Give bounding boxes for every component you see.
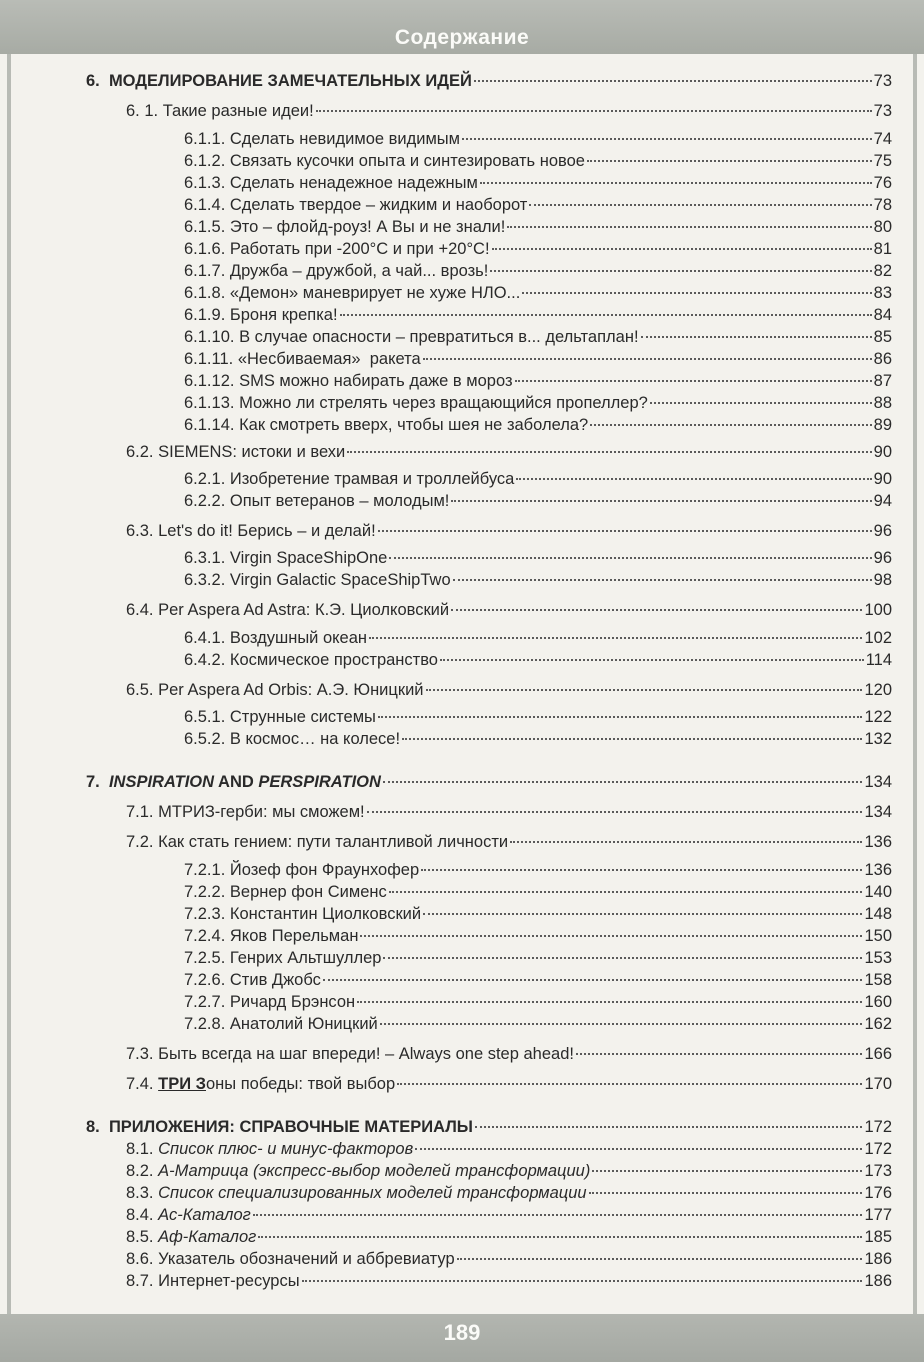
- entry-page: 170: [864, 1075, 892, 1093]
- dot-leader: [641, 336, 872, 338]
- entry-number: 6.4.2.: [184, 651, 226, 669]
- dot-leader: [415, 1148, 862, 1150]
- toc-entry-8-6[interactable]: [126, 1248, 892, 1270]
- entry-number: 7.2.3.: [184, 905, 226, 923]
- entry-number: 6.1.8.: [184, 284, 226, 302]
- dot-leader: [451, 609, 862, 611]
- toc-entry-6-4-1[interactable]: [184, 627, 892, 649]
- entry-number: 8.6.: [126, 1250, 154, 1268]
- entry-title: В случае опасности – превратиться в... дельтаплан!: [239, 328, 639, 346]
- entry-page: 80: [873, 218, 892, 236]
- dot-leader: [421, 869, 862, 871]
- entry-number: 6.1.14.: [184, 416, 235, 434]
- entry-title: Работать при -200°С и при +20°С!: [229, 240, 490, 258]
- entry-page: 73: [873, 102, 892, 120]
- page-number: 189: [443, 1320, 481, 1345]
- toc-entry-chapter-7[interactable]: [86, 771, 892, 793]
- entry-title: Per Aspera Ad Astra: К.Э. Циолковский: [158, 601, 450, 619]
- dot-leader: [529, 204, 871, 206]
- entry-page: 136: [864, 833, 892, 851]
- entry-title: Let's do it! Берись – и делай!: [158, 522, 376, 540]
- entry-page: 96: [873, 549, 892, 567]
- dot-leader: [340, 314, 872, 316]
- entry-title: Сделать ненадежное надежным: [229, 174, 478, 192]
- entry-number: 6.4.: [126, 601, 154, 619]
- entry-number: 7.2.8.: [184, 1015, 226, 1033]
- entry-page: 160: [864, 993, 892, 1011]
- entry-page: 136: [864, 861, 892, 879]
- entry-title: Воздушный океан: [229, 629, 368, 647]
- toc-entry-chapter-8[interactable]: [86, 1116, 892, 1138]
- entry-page: 86: [873, 350, 892, 368]
- entry-page: 85: [873, 328, 892, 346]
- toc-entry-8-1[interactable]: [126, 1138, 892, 1160]
- toc-entry-6-1-9[interactable]: [184, 304, 892, 326]
- entry-page: 82: [873, 262, 892, 280]
- toc-entry-8-3[interactable]: [126, 1182, 892, 1204]
- dot-leader: [316, 110, 872, 112]
- toc-entry-7-4[interactable]: [126, 1073, 892, 1095]
- entry-title: Константин Циолковский: [229, 905, 422, 923]
- toc-entry-6-2-2[interactable]: [184, 490, 892, 512]
- entry-number: 6.1.1.: [184, 130, 226, 148]
- entry-page: 185: [864, 1228, 892, 1246]
- entry-title: Броня крепка!: [229, 306, 338, 324]
- toc-entry-6-1-8[interactable]: [184, 282, 892, 304]
- entry-page: 90: [873, 443, 892, 461]
- toc-entry-6-1-14[interactable]: [184, 414, 892, 436]
- entry-number: 6.1.4.: [184, 196, 226, 214]
- entry-number: 6.1.11.: [184, 350, 234, 368]
- entry-title: Генрих Альтшуллер: [229, 949, 382, 967]
- entry-page: 132: [864, 730, 892, 748]
- entry-number: 7.2.5.: [184, 949, 226, 967]
- entry-page: 166: [864, 1045, 892, 1063]
- entry-title: Такие разные идеи!: [162, 102, 314, 120]
- entry-page: 177: [864, 1206, 892, 1224]
- entry-title: Изобретение трамвая и троллейбуса: [229, 470, 515, 488]
- entry-title-part-and: AND: [214, 773, 259, 791]
- toc-entry-6-1-11[interactable]: [184, 348, 892, 370]
- entry-number: 8.3.: [126, 1184, 154, 1202]
- dot-leader: [589, 1192, 863, 1194]
- entry-page: 120: [864, 681, 892, 699]
- toc-entry-7-2-6[interactable]: [184, 969, 892, 991]
- toc-entry-6-1-1[interactable]: [184, 128, 892, 150]
- entry-title: Virgin SpaceShipOne: [229, 549, 388, 567]
- entry-number: 7.2.7.: [184, 993, 226, 1011]
- entry-title: Можно ли стрелять через вращающийся пропеллер?: [239, 394, 648, 412]
- dot-leader: [590, 424, 871, 426]
- toc-entry-6-1-3[interactable]: [184, 172, 892, 194]
- toc-entry-7-1[interactable]: [126, 801, 892, 823]
- entry-number: 6.3.2.: [184, 571, 226, 589]
- toc-entry-7-2-5[interactable]: [184, 947, 892, 969]
- toc-entry-6-1-7[interactable]: [184, 260, 892, 282]
- toc-entry-6-4-2[interactable]: [184, 649, 892, 671]
- toc-entry-6-1-6[interactable]: [184, 238, 892, 260]
- dot-leader: [357, 1001, 862, 1003]
- entry-page: 148: [864, 905, 892, 923]
- entry-page: 89: [873, 416, 892, 434]
- dot-leader: [397, 1083, 862, 1085]
- entry-title: Сделать невидимое видимым: [229, 130, 461, 148]
- dot-leader: [378, 716, 863, 718]
- entry-page: 176: [864, 1184, 892, 1202]
- entry-number: 8.4.: [126, 1206, 154, 1224]
- entry-page: 134: [864, 773, 892, 791]
- dot-leader: [587, 160, 872, 162]
- toc-entry-6-5-2[interactable]: [184, 728, 892, 750]
- dot-leader: [389, 891, 863, 893]
- entry-title-emphasis: ТРИ З: [158, 1075, 206, 1093]
- dot-leader: [258, 1236, 862, 1238]
- entry-title-part-inspiration: INSPIRATION: [108, 773, 215, 791]
- entry-number: 6.1.3.: [184, 174, 226, 192]
- dot-leader: [378, 530, 872, 532]
- entry-title: Как смотреть вверх, чтобы шея не заболела?: [239, 416, 589, 434]
- entry-number: 6.2.: [126, 443, 154, 461]
- dot-leader: [383, 781, 863, 783]
- entry-number: 6.3.: [126, 522, 154, 540]
- entry-number: 7.2.: [126, 833, 154, 851]
- entry-page: 122: [864, 708, 892, 726]
- dot-leader: [380, 1023, 863, 1025]
- entry-title: оны победы: твой выбор: [206, 1075, 396, 1093]
- toc-entry-8-4[interactable]: [126, 1204, 892, 1226]
- entry-title: Интернет-ресурсы: [158, 1272, 300, 1290]
- entry-title: Опыт ветеранов – молодым!: [229, 492, 450, 510]
- entry-title: МОДЕЛИРОВАНИЕ ЗАМЕЧАТЕЛЬНЫХ ИДЕЙ: [108, 72, 472, 90]
- toc-entry-6-3[interactable]: [126, 520, 892, 542]
- entry-page: 75: [873, 152, 892, 170]
- entry-title: SIEMENS: истоки и вехи: [158, 443, 346, 461]
- entry-title: А-Матрица (экспресс-выбор моделей трансформации): [158, 1162, 591, 1180]
- dot-leader: [490, 270, 871, 272]
- toc-entry-7-2-3[interactable]: [184, 903, 892, 925]
- dot-leader: [480, 182, 872, 184]
- entry-page: 140: [864, 883, 892, 901]
- dot-leader: [323, 979, 863, 981]
- entry-number: 7.2.4.: [184, 927, 226, 945]
- dot-leader: [389, 557, 871, 559]
- entry-title: МТРИЗ-герби: мы сможем!: [158, 803, 365, 821]
- entry-page: 78: [873, 196, 892, 214]
- entry-page: 74: [873, 130, 892, 148]
- entry-title: Космическое пространство: [229, 651, 438, 669]
- entry-number: 7.2.1.: [184, 861, 226, 879]
- entry-title: ПРИЛОЖЕНИЯ: СПРАВОЧНЫЕ МАТЕРИАЛЫ: [108, 1118, 473, 1136]
- entry-number: 6.1.13.: [184, 394, 235, 412]
- entry-page: 98: [873, 571, 892, 589]
- entry-page: 173: [864, 1162, 892, 1180]
- entry-number: 7.3.: [126, 1045, 154, 1063]
- entry-page: 81: [873, 240, 892, 258]
- toc-entry-8-7[interactable]: [126, 1270, 892, 1292]
- entry-title: Связать кусочки опыта и синтезировать новое: [229, 152, 585, 170]
- entry-page: 134: [864, 803, 892, 821]
- entry-title: Дружба – дружбой, а чай... врозь!: [229, 262, 489, 280]
- entry-page: 158: [864, 971, 892, 989]
- toc-entry-7-2-4[interactable]: [184, 925, 892, 947]
- toc-entry-7-2-2[interactable]: [184, 881, 892, 903]
- entry-title: Вернер фон Сименс: [229, 883, 387, 901]
- dot-leader: [253, 1214, 863, 1216]
- entry-title: Ас-Каталог: [158, 1206, 251, 1224]
- entry-title: Йозеф фон Фраунхофер: [229, 861, 420, 879]
- toc-entry-6-1[interactable]: [126, 100, 892, 122]
- dot-leader: [383, 957, 862, 959]
- toc-entry-7-2-7[interactable]: [184, 991, 892, 1013]
- dot-leader: [369, 637, 862, 639]
- entry-page: 96: [873, 522, 892, 540]
- dot-leader: [475, 1126, 863, 1128]
- dot-leader: [650, 402, 872, 404]
- entry-number: 6.1.2.: [184, 152, 226, 170]
- toc-entry-6-1-12[interactable]: [184, 370, 892, 392]
- toc-entry-6-1-13[interactable]: [184, 392, 892, 414]
- dot-leader: [426, 689, 863, 691]
- dot-leader: [592, 1170, 862, 1172]
- entry-page: 114: [865, 651, 892, 669]
- toc-entry-6-2[interactable]: [126, 441, 892, 463]
- entry-number: 8.: [86, 1118, 100, 1136]
- dot-leader: [451, 500, 871, 502]
- dot-leader: [576, 1053, 863, 1055]
- toc-entry-8-2[interactable]: [126, 1160, 892, 1182]
- entry-title: Ричард Брэнсон: [229, 993, 356, 1011]
- dot-leader: [507, 226, 871, 228]
- dot-leader: [474, 80, 872, 82]
- entry-number: 7.4.: [126, 1075, 154, 1093]
- footer-band: [0, 1314, 924, 1362]
- entry-title: Яков Перельман: [229, 927, 359, 945]
- toc-entry-6-3-2[interactable]: [184, 569, 892, 591]
- dot-leader: [302, 1280, 863, 1282]
- entry-title: SMS можно набирать даже в мороз: [239, 372, 513, 390]
- dot-leader: [522, 292, 871, 294]
- entry-page: 186: [864, 1250, 892, 1268]
- toc-entry-6-4[interactable]: [126, 599, 892, 621]
- entry-number: 8.1.: [126, 1140, 154, 1158]
- entry-page: 162: [864, 1015, 892, 1033]
- toc-entry-6-1-2[interactable]: [184, 150, 892, 172]
- dot-leader: [516, 478, 871, 480]
- entry-number: 6.4.1.: [184, 629, 226, 647]
- toc-entry-7-3[interactable]: [126, 1043, 892, 1065]
- entry-page: 94: [873, 492, 892, 510]
- entry-number: 7.1.: [126, 803, 154, 821]
- toc-entry-7-2-8[interactable]: [184, 1013, 892, 1035]
- entry-number: 6.2.2.: [184, 492, 226, 510]
- entry-page: 100: [864, 601, 892, 619]
- toc-entry-6-2-1[interactable]: [184, 468, 892, 490]
- entry-page: 87: [873, 372, 892, 390]
- dot-leader: [367, 811, 863, 813]
- dot-leader: [440, 659, 864, 661]
- entry-page: 172: [864, 1118, 892, 1136]
- toc-entry-7-2-1[interactable]: [184, 859, 892, 881]
- dot-leader: [402, 738, 862, 740]
- entry-title-part-perspiration: PERSPIRATION: [258, 773, 381, 791]
- entry-title: Струнные системы: [229, 708, 376, 726]
- entry-page: 83: [873, 284, 892, 302]
- entry-number: 7.: [86, 773, 100, 791]
- entry-number: 6.1.6.: [184, 240, 226, 258]
- entry-title: Список специализированных моделей трансформации: [158, 1184, 587, 1202]
- entry-page: 153: [864, 949, 892, 967]
- entry-number: 6.5.2.: [184, 730, 226, 748]
- toc-entry-6-3-1[interactable]: [184, 547, 892, 569]
- entry-page: 76: [873, 174, 892, 192]
- toc-entry-6-1-4[interactable]: [184, 194, 892, 216]
- entry-page: 90: [873, 470, 892, 488]
- entry-title: «Несбиваемая» ракета: [237, 350, 421, 368]
- entry-number: 6.5.: [126, 681, 154, 699]
- toc-entry-6-1-5[interactable]: [184, 216, 892, 238]
- entry-number: 6.3.1.: [184, 549, 226, 567]
- entry-title: Стив Джобс: [229, 971, 321, 989]
- entry-page: 73: [873, 72, 892, 90]
- dot-leader: [462, 138, 872, 140]
- entry-page: 150: [864, 927, 892, 945]
- entry-number: 6.1.9.: [184, 306, 226, 324]
- entry-number: 6. 1.: [126, 102, 159, 120]
- entry-number: 6.1.10.: [184, 328, 235, 346]
- entry-page: 88: [873, 394, 892, 412]
- entry-page: 84: [873, 306, 892, 324]
- dot-leader: [457, 1258, 863, 1260]
- toc-entry-6-5[interactable]: [126, 679, 892, 701]
- entry-number: 6.1.5.: [184, 218, 226, 236]
- entry-number: 6.1.7.: [184, 262, 226, 280]
- entry-number: 8.2.: [126, 1162, 154, 1180]
- toc-entry-8-5[interactable]: [126, 1226, 892, 1248]
- entry-page: 102: [864, 629, 892, 647]
- entry-title: «Демон» маневрирует не хуже НЛО...: [229, 284, 521, 302]
- entry-number: 8.7.: [126, 1272, 154, 1290]
- dot-leader: [515, 380, 872, 382]
- entry-number: 6.5.1.: [184, 708, 226, 726]
- entry-title: Per Aspera Ad Orbis: А.Э. Юницкий: [158, 681, 424, 699]
- entry-title: Это – флойд-роуз! А Вы и не знали!: [229, 218, 506, 236]
- toc-entry-6-5-1[interactable]: [184, 706, 892, 728]
- entry-title: Список плюс- и минус-факторов: [158, 1140, 414, 1158]
- dot-leader: [510, 841, 862, 843]
- entry-title: В космос… на колесе!: [229, 730, 401, 748]
- dot-leader: [453, 579, 872, 581]
- dot-leader: [423, 358, 872, 360]
- entry-number: 7.2.6.: [184, 971, 226, 989]
- entry-page: 172: [864, 1140, 892, 1158]
- entry-title: Как стать гением: пути талантливой личности: [158, 833, 509, 851]
- entry-number: 8.5.: [126, 1228, 154, 1246]
- entry-number: 6.2.1.: [184, 470, 226, 488]
- entry-title: Быть всегда на шаг впереди! – Always one step ahead!: [158, 1045, 574, 1063]
- toc-entry-7-2[interactable]: [126, 831, 892, 853]
- entry-title: Аф-Каталог: [158, 1228, 257, 1246]
- dot-leader: [347, 451, 871, 453]
- entry-title: Virgin Galactic SpaceShipTwo: [229, 571, 451, 589]
- entry-title: Анатолий Юницкий: [229, 1015, 378, 1033]
- dot-leader: [360, 935, 862, 937]
- entry-number: 6.: [86, 72, 100, 90]
- toc-entry-6-1-10[interactable]: [184, 326, 892, 348]
- dot-leader: [423, 913, 862, 915]
- dot-leader: [492, 248, 872, 250]
- entry-number: 7.2.2.: [184, 883, 226, 901]
- entry-number: 6.1.12.: [184, 372, 235, 390]
- page-title: Содержание: [394, 26, 530, 49]
- entry-title: Сделать твердое – жидким и наоборот: [229, 196, 528, 214]
- entry-title: Указатель обозначений и аббревиатур: [158, 1250, 455, 1268]
- toc-entry-chapter-6[interactable]: [86, 70, 892, 92]
- entry-page: 186: [864, 1272, 892, 1290]
